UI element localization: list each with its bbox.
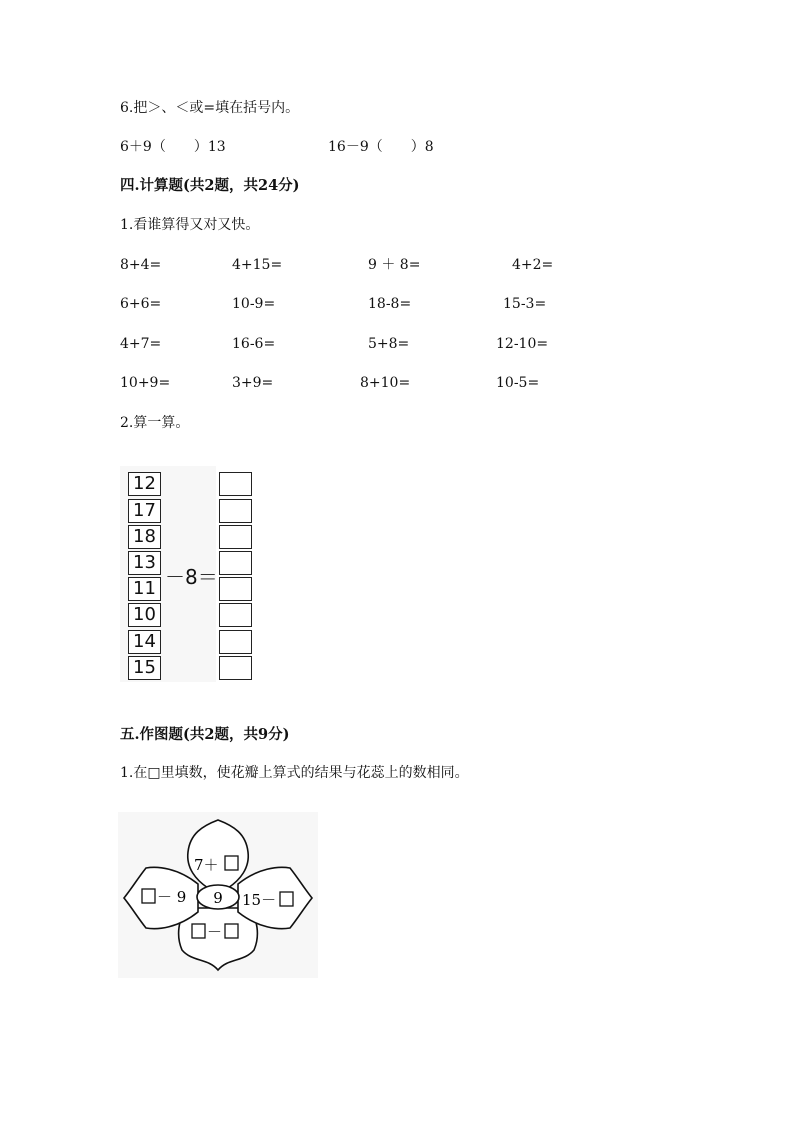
number-cell: 17 [128,499,161,523]
answer-box[interactable] [219,656,252,680]
answer-box[interactable] [219,551,252,575]
petal-right-expression: 15－ [242,891,277,909]
petal-bottom-expression: － [207,923,223,941]
section-4-heading: 四.计算题(共2题，共24分) [120,177,300,194]
flower-figure [118,812,318,978]
arithmetic-problem: 12-10= [496,336,549,352]
blank-box[interactable] [225,856,238,870]
answer-box[interactable] [219,577,252,601]
number-cell: 18 [128,525,161,549]
section-5-question-1-title: 1.在□里填数，使花瓣上算式的结果与花蕊上的数相同。 [120,765,469,781]
comparison-item-2: 16－9（ ）8 [328,139,434,155]
arithmetic-problem: 10-9= [232,296,276,312]
section-4-question-2-title: 2.算一算。 [120,415,190,431]
operation-label: －8＝ [165,565,218,589]
arithmetic-problem: 18-8= [368,296,412,312]
arithmetic-problem: 6+6= [120,296,162,312]
center-number: 9 [213,889,223,907]
comparison-item-1: 6＋9（ ）13 [120,139,226,155]
number-cell: 14 [128,630,161,654]
blank-box[interactable] [192,924,205,938]
arithmetic-problem: 8+10= [360,375,411,391]
arithmetic-problem: 8+4= [120,257,162,273]
question-6-title: 6.把＞、＜或=填在括号内。 [120,100,300,116]
section-4-question-1-title: 1.看谁算得又对又快。 [120,217,260,233]
answer-box[interactable] [219,603,252,627]
blank-box[interactable] [142,889,155,903]
arithmetic-problem: 10+9= [120,375,171,391]
answer-box[interactable] [219,472,252,496]
blank-box[interactable] [225,924,238,938]
number-cell: 12 [128,472,161,496]
answer-box[interactable] [219,630,252,654]
arithmetic-problem: 3+9= [232,375,274,391]
arithmetic-problem: 9 ＋ 8= [368,257,421,273]
arithmetic-problem: 16-6= [232,336,276,352]
answer-box[interactable] [219,525,252,549]
arithmetic-problem: 4+15= [232,257,283,273]
number-cell: 15 [128,656,161,680]
arithmetic-problem: 4+7= [120,336,162,352]
answer-box[interactable] [219,499,252,523]
blank-box[interactable] [280,892,293,906]
arithmetic-problem: 4+2= [512,257,554,273]
number-cell: 11 [128,577,161,601]
petal-top-expression: 7＋ [194,856,219,874]
arithmetic-problem: 10-5= [496,375,540,391]
arithmetic-problem: 5+8= [368,336,410,352]
arithmetic-problem: 15-3= [503,296,547,312]
section-5-heading: 五.作图题(共2题，共9分) [120,726,290,743]
number-cell: 10 [128,603,161,627]
number-cell: 13 [128,551,161,575]
petal-left-expression: － 9 [157,888,187,906]
